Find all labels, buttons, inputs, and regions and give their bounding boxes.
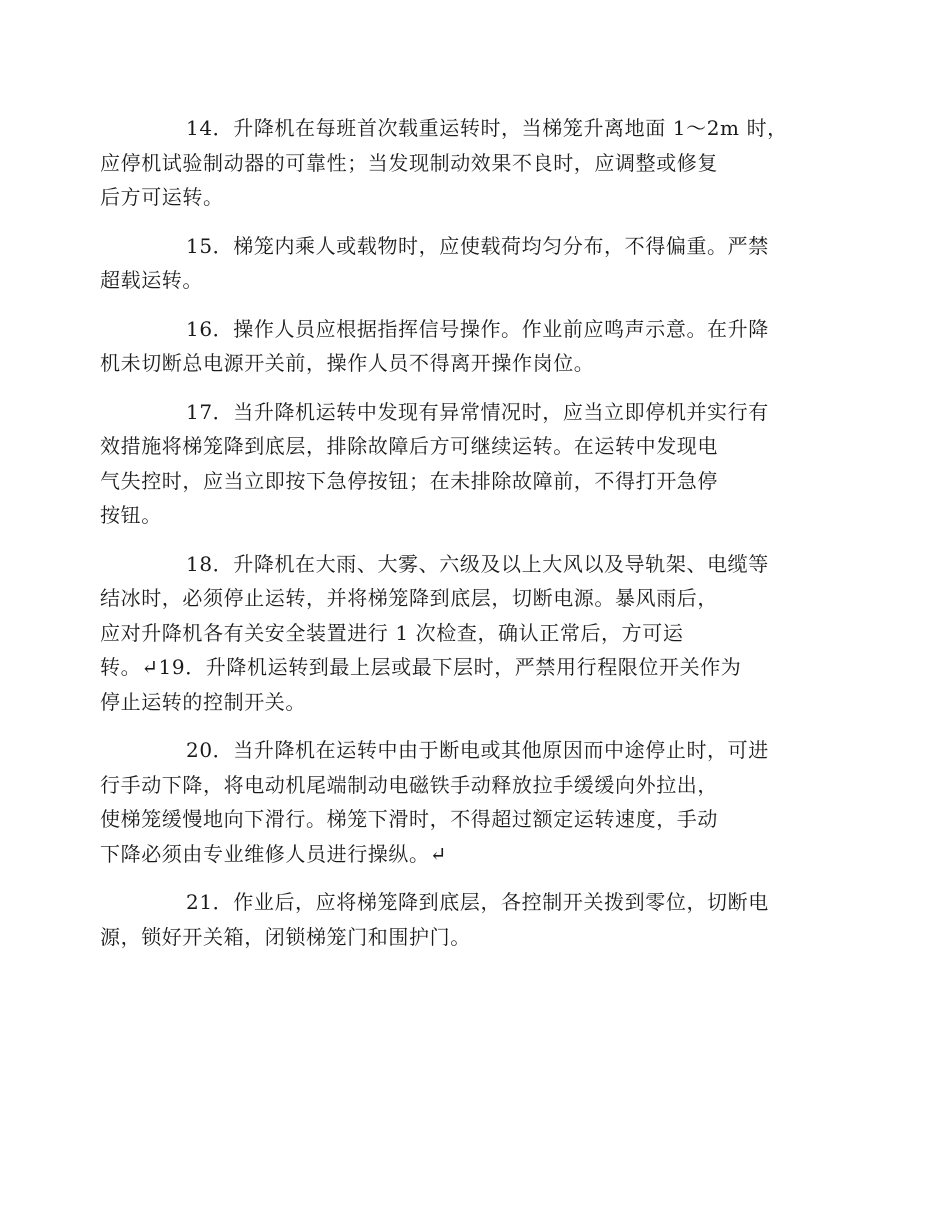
paragraph-21 [100, 885, 811, 954]
paragraph-18 [100, 547, 811, 720]
paragraph-line: 机未切断总电源开关前，操作人员不得离开操作岗位。 [100, 351, 595, 375]
paragraph-line: 源，锁好开关箱，闭锁梯笼门和围护门。 [100, 924, 471, 949]
paragraph-16 [100, 312, 811, 381]
paragraph-line: 使梯笼缓慢地向下滑行。梯笼下滑时，不得超过额定运转速度，手动 [100, 807, 718, 831]
paragraph-line: 气失控时，应当立即按下急停按钮；在未排除故障前，不得打开急停 [100, 468, 718, 493]
paragraph-line: 16．操作人员应根据指挥信号操作。作业前应鸣声示意。在升降 [186, 316, 769, 341]
paragraph-line: 21．作业后，应将梯笼降到底层，各控制开关拨到零位，切断电 [186, 890, 769, 914]
paragraph-line: 行手动下降，将电动机尾端制动电磁铁手动释放拉手缓缓向外拉出， [100, 772, 718, 797]
paragraph-20 [100, 733, 811, 871]
paragraph-line: 15．梯笼内乘人或载物时，应使载荷均匀分布，不得偏重。严禁 [186, 233, 769, 258]
paragraph-line: 14．升降机在每班首次载重运转时，当梯笼升离地面 1～2m 时， [186, 116, 788, 140]
paragraph-line: 下降必须由专业维修人员进行操纵。↵ [100, 841, 447, 866]
paragraph-line: 应对升降机各有关安全装置进行 1 次检查，确认正常后，方可运 [100, 620, 684, 645]
paragraph-14 [100, 111, 811, 215]
paragraph-17 [100, 395, 811, 533]
paragraph-line: 效措施将梯笼降到底层，排除故障后方可继续运转。在运转中发现电 [100, 434, 718, 458]
paragraph-line: 转。↵19．升降机运转到最上层或最下层时，严禁用行程限位开关作为 [100, 655, 742, 679]
paragraph-line: 按钮。 [100, 503, 162, 527]
document-body [100, 111, 811, 968]
paragraph-15 [100, 229, 811, 298]
paragraph-line: 18．升降机在大雨、大雾、六级及以上大风以及导轨架、电缆等 [186, 551, 769, 576]
paragraph-line: 20．当升降机在运转中由于断电或其他原因而中途停止时，可进 [186, 738, 769, 762]
paragraph-line: 后方可运转。 [100, 185, 224, 209]
paragraph-line: 17．当升降机运转中发现有异常情况时，应当立即停机并实行有 [186, 399, 769, 424]
paragraph-line: 结冰时，必须停止运转，并将梯笼降到底层，切断电源。暴风雨后， [100, 586, 718, 610]
paragraph-line: 停止运转的控制开关。 [100, 689, 306, 714]
paragraph-line: 应停机试验制动器的可靠性；当发现制动效果不良时，应调整或修复 [100, 150, 718, 175]
paragraph-line: 超载运转。 [100, 268, 203, 292]
